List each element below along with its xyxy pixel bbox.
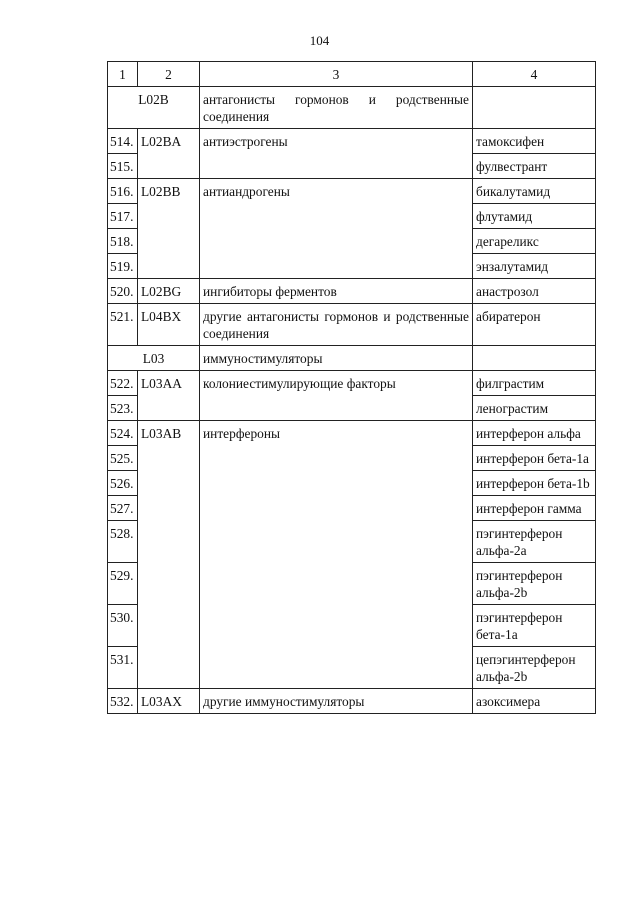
header-col-3: 3 [200,62,473,87]
atc-code: L02BG [138,279,200,304]
table-header-row [108,62,596,87]
drug-name: пэгинтерферон альфа-2a [473,521,596,563]
row-number: 520. [108,279,138,304]
row-number: 526. [108,471,138,496]
row-number: 527. [108,496,138,521]
header-col-2: 2 [138,62,200,87]
group-row [108,87,596,129]
drug-name: бикалутамид [473,179,596,204]
atc-description: интерфероны [200,421,473,689]
group-drug-cell [473,87,596,129]
row-number: 521. [108,304,138,346]
atc-description: антиандрогены [200,179,473,279]
drug-name: абиратерон [473,304,596,346]
drug-name: дегареликс [473,229,596,254]
row-number: 524. [108,421,138,446]
group-description: иммуностимуляторы [200,346,473,371]
atc-code: L03AA [138,371,200,421]
row-number: 525. [108,446,138,471]
row-number: 518. [108,229,138,254]
atc-code: L03AB [138,421,200,689]
drug-name: интерферон гамма [473,496,596,521]
drug-name: интерферон бета-1b [473,471,596,496]
drug-name: тамоксифен [473,129,596,154]
drug-name: ленограстим [473,396,596,421]
drug-table [107,61,596,714]
row-number: 523. [108,396,138,421]
row-number: 514. [108,129,138,154]
group-drug-cell [473,346,596,371]
table-row [108,129,596,154]
drug-name: пэгинтерферон альфа-2b [473,563,596,605]
drug-name: пэгинтерферон бета-1a [473,605,596,647]
table-row [108,179,596,204]
group-code: L03 [108,346,200,371]
row-number: 531. [108,647,138,689]
atc-description: антиэстрогены [200,129,473,179]
header-col-1: 1 [108,62,138,87]
atc-code: L02BA [138,129,200,179]
drug-name: азоксимера [473,689,596,714]
atc-code: L02BB [138,179,200,279]
atc-description: другие иммуностимуляторы [200,689,473,714]
page-number: 104 [309,33,330,48]
drug-name: интерферон альфа [473,421,596,446]
drug-name: анастрозол [473,279,596,304]
table-row [108,304,596,346]
drug-name: энзалутамид [473,254,596,279]
group-code: L02B [108,87,200,129]
drug-name: флутамид [473,204,596,229]
table-row [108,689,596,714]
row-number: 515. [108,154,138,179]
table-row [108,421,596,446]
table-row [108,279,596,304]
drug-name: цепэгинтерферон альфа-2b [473,647,596,689]
row-number: 529. [108,563,138,605]
row-number: 516. [108,179,138,204]
row-number: 530. [108,605,138,647]
atc-description: колониестимулирующие факторы [200,371,473,421]
atc-description: другие антагонисты гормонов и родственные соединения [200,304,473,346]
atc-code: L03AX [138,689,200,714]
row-number: 522. [108,371,138,396]
drug-name: филграстим [473,371,596,396]
row-number: 517. [108,204,138,229]
group-description: антагонисты гормонов и родственные соединения [200,87,473,129]
table-row [108,371,596,396]
drug-name: фулвестрант [473,154,596,179]
row-number: 528. [108,521,138,563]
row-number: 519. [108,254,138,279]
atc-code: L04BX [138,304,200,346]
row-number: 532. [108,689,138,714]
atc-description: ингибиторы ферментов [200,279,473,304]
header-col-4: 4 [473,62,596,87]
drug-name: интерферон бета-1a [473,446,596,471]
group-row [108,346,596,371]
